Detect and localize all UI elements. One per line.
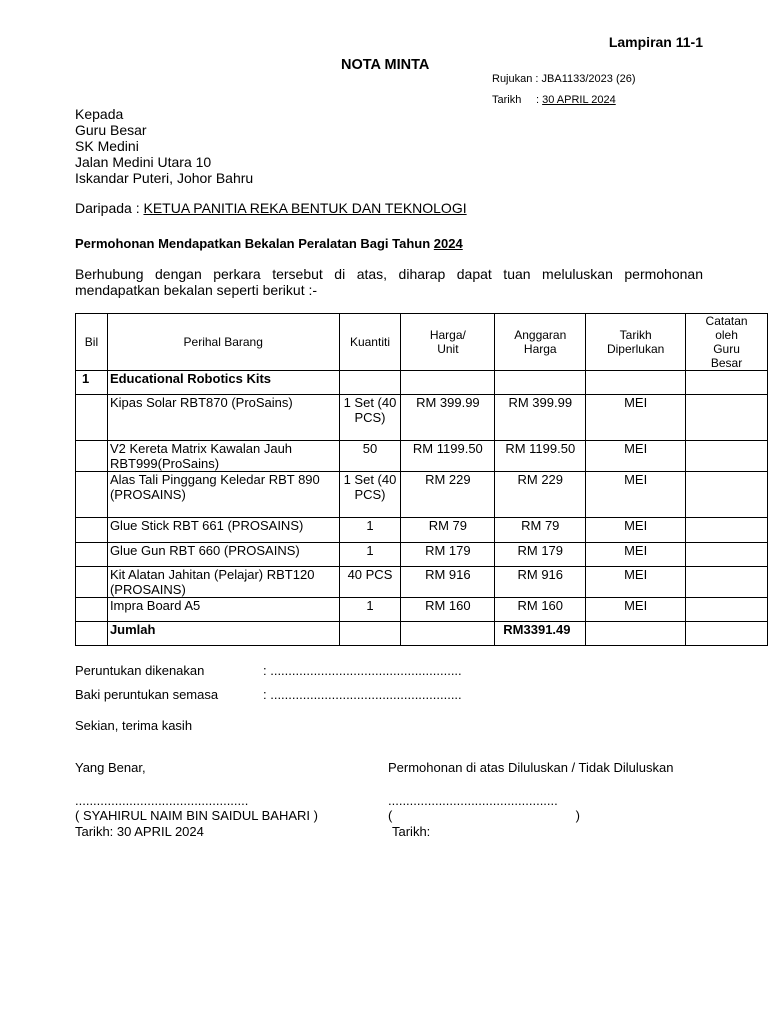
item-est-price: RM 229 (495, 472, 586, 518)
address-line: Iskandar Puteri, Johor Bahru (75, 170, 254, 186)
item-unit-price: RM 179 (401, 543, 495, 567)
item-est-price: RM 179 (495, 543, 586, 567)
appendix-label: Lampiran 11-1 (608, 34, 703, 50)
date-colon: : (536, 94, 540, 106)
closing-thanks: Sekian, terima kasih (75, 718, 193, 733)
item-name: Glue Gun RBT 660 (PROSAINS) (107, 543, 339, 567)
item-qty: 40 PCS (339, 567, 401, 598)
item-unit-price: RM 160 (401, 598, 495, 622)
balance-label: Baki peruntukan semasa (75, 687, 219, 702)
address-line: SK Medini (75, 138, 139, 154)
memo-title: NOTA MINTA (341, 57, 430, 73)
items-table (75, 313, 768, 646)
signature-line-left: ................................................ (75, 793, 249, 808)
bracket-open: ( (388, 808, 393, 823)
allocation-label: Peruntukan dikenakan (75, 663, 205, 678)
request-paragraph: Berhubung dengan perkara tersebut di atas, diharap dapat tuan meluluskan permohonan mendapatkan bekalan seperti berikut :- (75, 266, 703, 298)
item-unit-price: RM 916 (401, 567, 495, 598)
allocation-value: : ..................................................... (263, 663, 462, 678)
table-row (76, 598, 768, 622)
table-row (76, 567, 768, 598)
total-row (76, 622, 768, 646)
item-unit-price: RM 399.99 (401, 395, 495, 441)
balance-field (75, 687, 462, 702)
item-date: MEI (586, 441, 686, 472)
allocation-field (75, 663, 462, 678)
sender-value: KETUA PANITIA REKA BENTUK DAN TEKNOLOGI (143, 200, 467, 216)
subject-line (75, 236, 463, 251)
item-name: Glue Stick RBT 661 (PROSAINS) (107, 518, 339, 543)
item-qty: 50 (339, 441, 401, 472)
address-line: Jalan Medini Utara 10 (75, 154, 212, 170)
item-est-price: RM 79 (495, 518, 586, 543)
approver-name-placeholder (388, 808, 580, 823)
item-date: MEI (586, 598, 686, 622)
table-row (76, 441, 768, 472)
item-est-price: RM 160 (495, 598, 586, 622)
table-row (76, 543, 768, 567)
memo-date (492, 94, 616, 106)
col-header-est-price: Anggaran Harga (495, 314, 586, 371)
item-est-price: RM 1199.50 (495, 441, 586, 472)
date-label: Tarikh (492, 94, 522, 106)
recipient-address (75, 106, 253, 186)
section-title: Educational Robotics Kits (107, 371, 339, 395)
item-unit-price: RM 1199.50 (401, 441, 495, 472)
total-label: Jumlah (107, 622, 339, 646)
signature-line-right: ............................................... (388, 793, 558, 808)
item-unit-price: RM 79 (401, 518, 495, 543)
signatory-date: Tarikh: 30 APRIL 2024 (75, 824, 204, 839)
item-est-price: RM 399.99 (495, 395, 586, 441)
item-qty: 1 (339, 518, 401, 543)
item-qty: 1 (339, 543, 401, 567)
item-qty: 1 Set (40 PCS) (339, 472, 401, 518)
approver-date: Tarikh: (392, 824, 431, 839)
subject-year: 2024 (433, 236, 463, 251)
approval-statement: Permohonan di atas Diluluskan / Tidak Diluluskan (388, 760, 674, 775)
col-header-qty: Kuantiti (339, 314, 401, 371)
item-name: Kipas Solar RBT870 (ProSains) (107, 395, 339, 441)
sender-label: Daripada : (75, 200, 144, 216)
closing-salutation: Yang Benar, (75, 760, 146, 775)
item-date: MEI (586, 543, 686, 567)
date-value: 30 APRIL 2024 (542, 94, 616, 106)
reference-number: Rujukan : JBA1133/2023 (26) (492, 73, 636, 85)
col-header-item: Perihal Barang (107, 314, 339, 371)
table-header-row (76, 314, 768, 371)
item-date: MEI (586, 395, 686, 441)
subject-text: Permohonan Mendapatkan Bekalan Peralatan Bagi Tahun (75, 236, 434, 251)
item-date: MEI (586, 567, 686, 598)
col-header-bil: Bil (76, 314, 108, 371)
col-header-notes: Catatan oleh Guru Besar (686, 314, 768, 371)
col-header-unit-price: Harga/ Unit (401, 314, 495, 371)
item-name: Kit Alatan Jahitan (Pelajar) RBT120 (PROSAINS) (107, 567, 339, 598)
signatory-name: ( SYAHIRUL NAIM BIN SAIDUL BAHARI ) (75, 808, 318, 823)
bracket-close: ) (575, 808, 580, 823)
table-row (76, 518, 768, 543)
table-row (76, 395, 768, 441)
item-date: MEI (586, 518, 686, 543)
sender-line (75, 200, 467, 216)
address-line: Guru Besar (75, 122, 147, 138)
item-unit-price: RM 229 (401, 472, 495, 518)
item-name: V2 Kereta Matrix Kawalan Jauh RBT999(ProSains) (107, 441, 339, 472)
item-qty: 1 (339, 598, 401, 622)
col-header-date: Tarikh Diperlukan (586, 314, 686, 371)
address-line: Kepada (75, 106, 124, 122)
item-date: MEI (586, 472, 686, 518)
total-value: RM3391.49 (495, 622, 586, 646)
balance-value: : ..................................................... (263, 687, 462, 702)
section-row (76, 371, 768, 395)
table-row (76, 472, 768, 518)
item-qty: 1 Set (40 PCS) (339, 395, 401, 441)
section-number: 1 (76, 371, 108, 395)
item-est-price: RM 916 (495, 567, 586, 598)
item-name: Impra Board A5 (107, 598, 339, 622)
item-name: Alas Tali Pinggang Keledar RBT 890 (PROSAINS) (107, 472, 339, 518)
